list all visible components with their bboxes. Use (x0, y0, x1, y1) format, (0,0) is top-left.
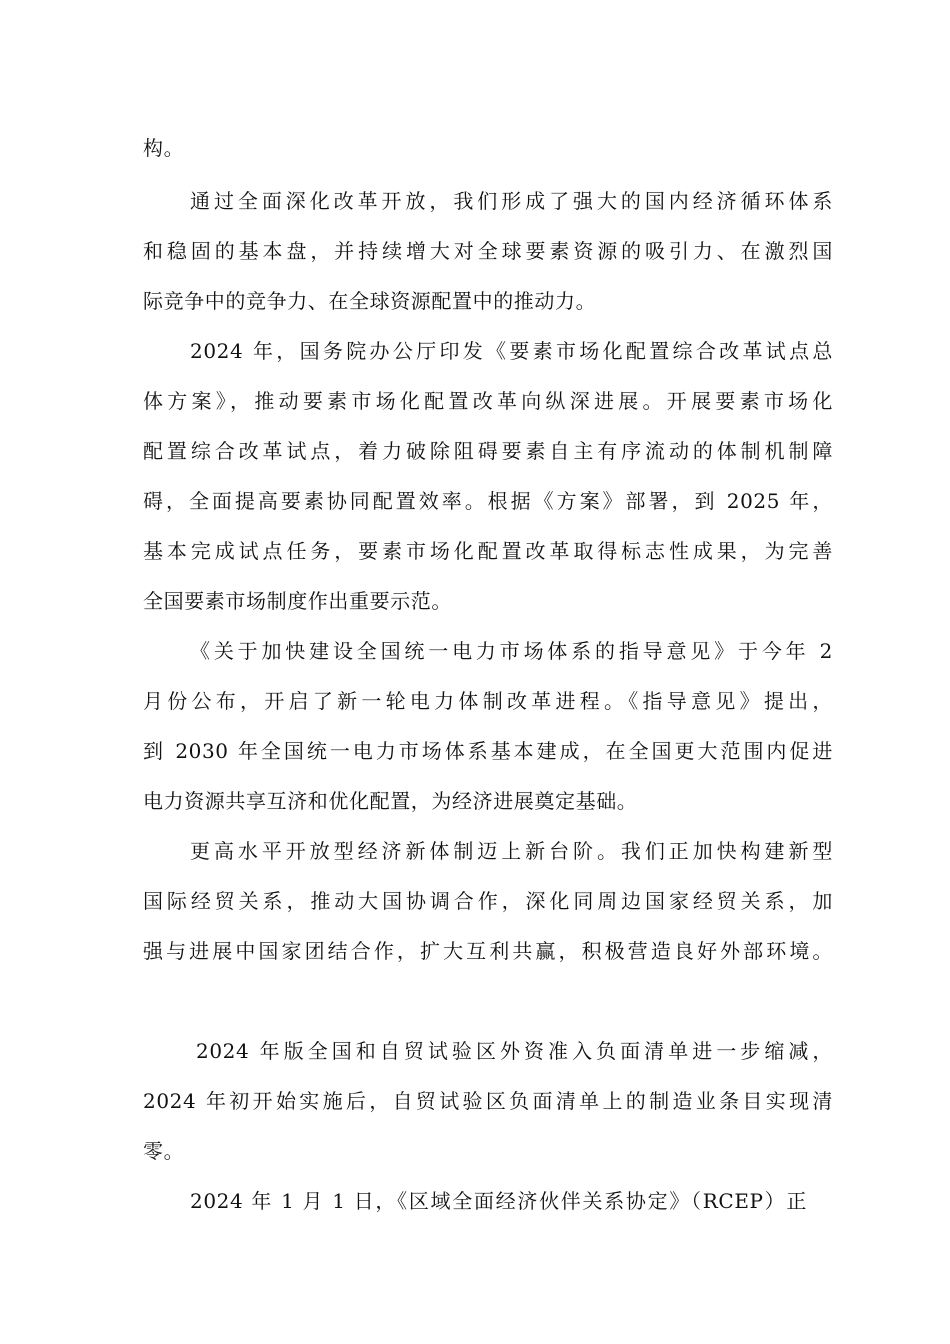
text-line: 电力资源共享互济和优化配置，为经济进展奠定基础。 (143, 789, 638, 813)
text-line: 构。 (143, 136, 185, 160)
text-line: 碍，全面提高要素协同配置效率。根据《方案》部署，到 2025 年， (143, 489, 833, 513)
text-line: 全国要素市场制度作出重要示范。 (143, 589, 452, 613)
paragraph-first-line: 《关于加快建设全国统一电力市场体系的指导意见》于今年 2 (190, 639, 833, 663)
paragraph-first-line: 2024 年 1 月 1 日，《区域全面经济伙伴关系协定》（RCEP）正 (190, 1189, 807, 1213)
text-line: 零。 (143, 1139, 185, 1163)
paragraph-first-line: 更高水平开放型经济新体制迈上新台阶。我们正加快构建新型 (190, 839, 833, 863)
paragraph-first-line: 通过全面深化改革开放，我们形成了强大的国内经济循环体系 (190, 189, 833, 213)
text-line: 2024 年初开始实施后，自贸试验区负面清单上的制造业条目实现清 (143, 1089, 833, 1113)
text-line: 配置综合改革试点，着力破除阻碍要素自主有序流动的体制机制障 (143, 439, 833, 463)
text-line: 和稳固的基本盘，并持续增大对全球要素资源的吸引力、在激烈国 (143, 239, 833, 263)
text-line: 到 2030 年全国统一电力市场体系基本建成，在全国更大范围内促进 (143, 739, 833, 763)
paragraph-first-line: 2024 年版全国和自贸试验区外资准入负面清单进一步缩减， (196, 1039, 833, 1063)
text-line: 际竞争中的竞争力、在全球资源配置中的推动力。 (143, 289, 597, 313)
paragraph-first-line: 2024 年，国务院办公厅印发《要素市场化配置综合改革试点总 (190, 339, 833, 363)
text-line: 月份公布，开启了新一轮电力体制改革进程。《指导意见》提出， (143, 689, 833, 713)
text-line: 基本完成试点任务，要素市场化配置改革取得标志性成果，为完善 (143, 539, 833, 563)
text-line: 体方案》，推动要素市场化配置改革向纵深进展。开展要素市场化 (143, 389, 833, 413)
text-line: 强与进展中国家团结合作，扩大互利共赢，积极营造良好外部环境。 (143, 939, 833, 963)
text-line: 国际经贸关系，推动大国协调合作，深化同周边国家经贸关系，加 (143, 889, 833, 913)
